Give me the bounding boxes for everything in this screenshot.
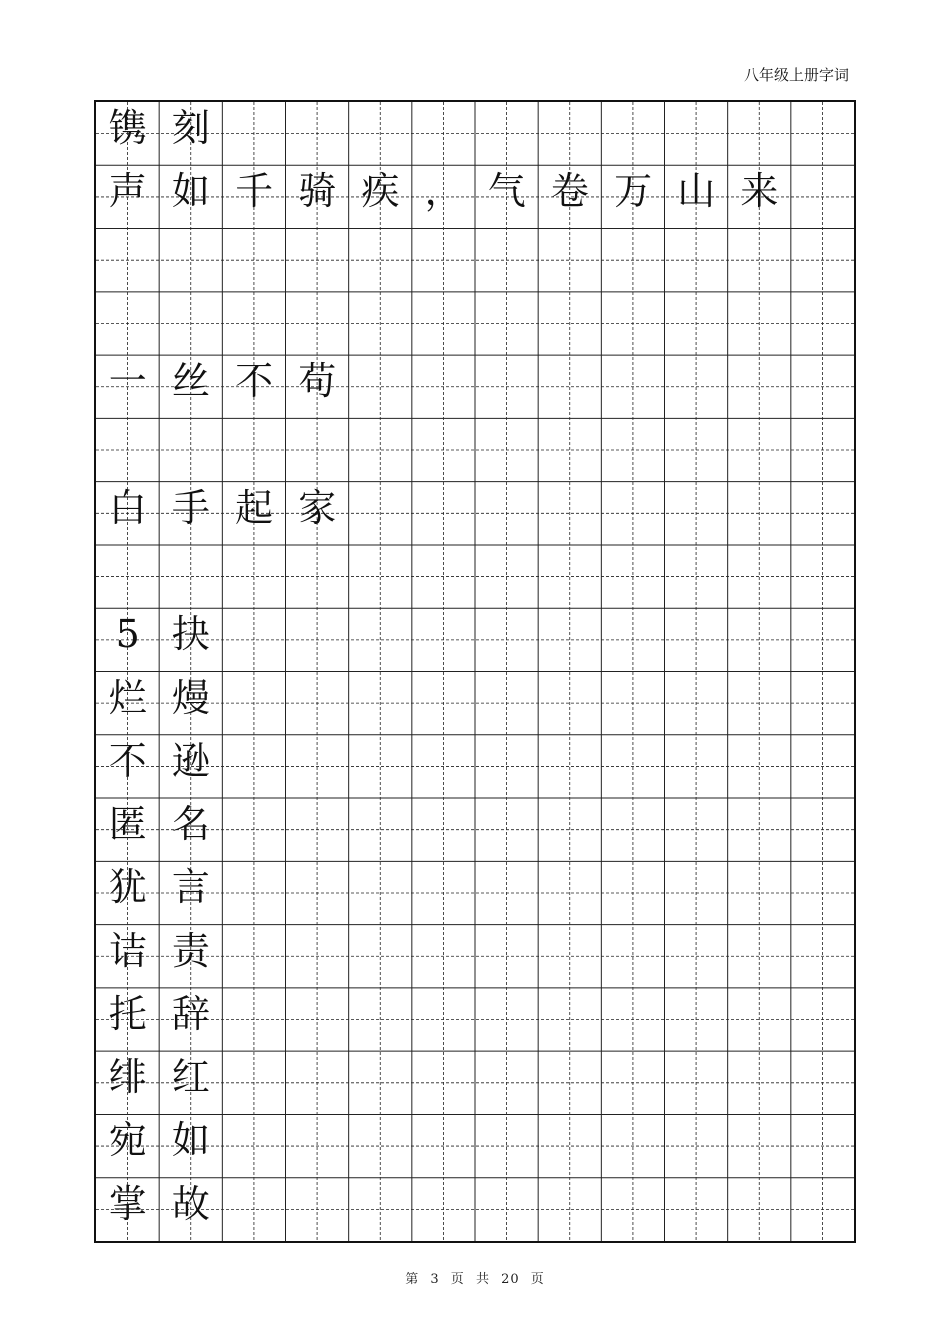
grid-character: 烂 xyxy=(108,675,147,720)
grid-character: 名 xyxy=(171,802,210,847)
grid-character: 逊 xyxy=(171,738,210,783)
grid-character: 山 xyxy=(677,169,716,214)
footer-label-ye2: 页 xyxy=(530,1272,545,1287)
grid-character: 犹 xyxy=(108,865,147,910)
writing-grid xyxy=(94,100,856,1243)
grid-character: 托 xyxy=(108,991,147,1036)
grid-character: 故 xyxy=(171,1181,210,1226)
grid-character: 抉 xyxy=(171,612,210,657)
grid-character: 匿 xyxy=(108,802,147,847)
grid-character: 言 xyxy=(171,865,210,910)
grid-character: 责 xyxy=(171,928,210,973)
grid-character: 掌 xyxy=(108,1181,147,1226)
grid-character: 千 xyxy=(235,169,274,214)
grid-character: 不 xyxy=(235,359,274,404)
grid-character: 手 xyxy=(171,485,210,530)
grid-character: 绯 xyxy=(108,1055,147,1100)
page-footer xyxy=(0,1268,950,1287)
footer-label-gong: 共 xyxy=(475,1272,490,1287)
grid-character: 万 xyxy=(614,169,653,214)
grid-character: 苟 xyxy=(298,359,337,404)
grid-character: 气 xyxy=(487,169,526,214)
grid-character: 如 xyxy=(171,1118,210,1163)
grid-character: 白 xyxy=(108,485,147,530)
grid-character: 声 xyxy=(108,169,147,214)
grid-character: 丝 xyxy=(171,359,210,404)
header-title: 八年级上册字词 xyxy=(743,66,849,84)
grid-character: 来 xyxy=(740,169,779,214)
grid-character: 一 xyxy=(108,359,147,404)
grid-character: 红 xyxy=(171,1055,210,1100)
grid-character: 如 xyxy=(171,169,210,214)
grid-character: 辞 xyxy=(171,991,210,1036)
grid-character: 诘 xyxy=(108,928,147,973)
grid-character: 镌 xyxy=(108,106,147,150)
grid-character: 卷 xyxy=(550,169,589,214)
footer-current-page: 3 xyxy=(430,1272,440,1287)
footer-label-di: 第 xyxy=(405,1272,420,1287)
grid-character: 熳 xyxy=(171,675,210,720)
grid-character: 宛 xyxy=(108,1118,147,1163)
grid-character: 骑 xyxy=(298,169,337,214)
grid-character: 起 xyxy=(235,485,274,530)
grid-character: 刻 xyxy=(171,106,210,150)
grid-character: 5 xyxy=(115,612,140,657)
grid-character: 不 xyxy=(108,738,147,783)
footer-total-pages: 20 xyxy=(501,1272,520,1287)
footer-label-ye: 页 xyxy=(450,1272,465,1287)
grid-character: ， xyxy=(424,169,463,214)
grid-character: 疾 xyxy=(361,169,400,214)
grid-character: 家 xyxy=(298,485,337,530)
